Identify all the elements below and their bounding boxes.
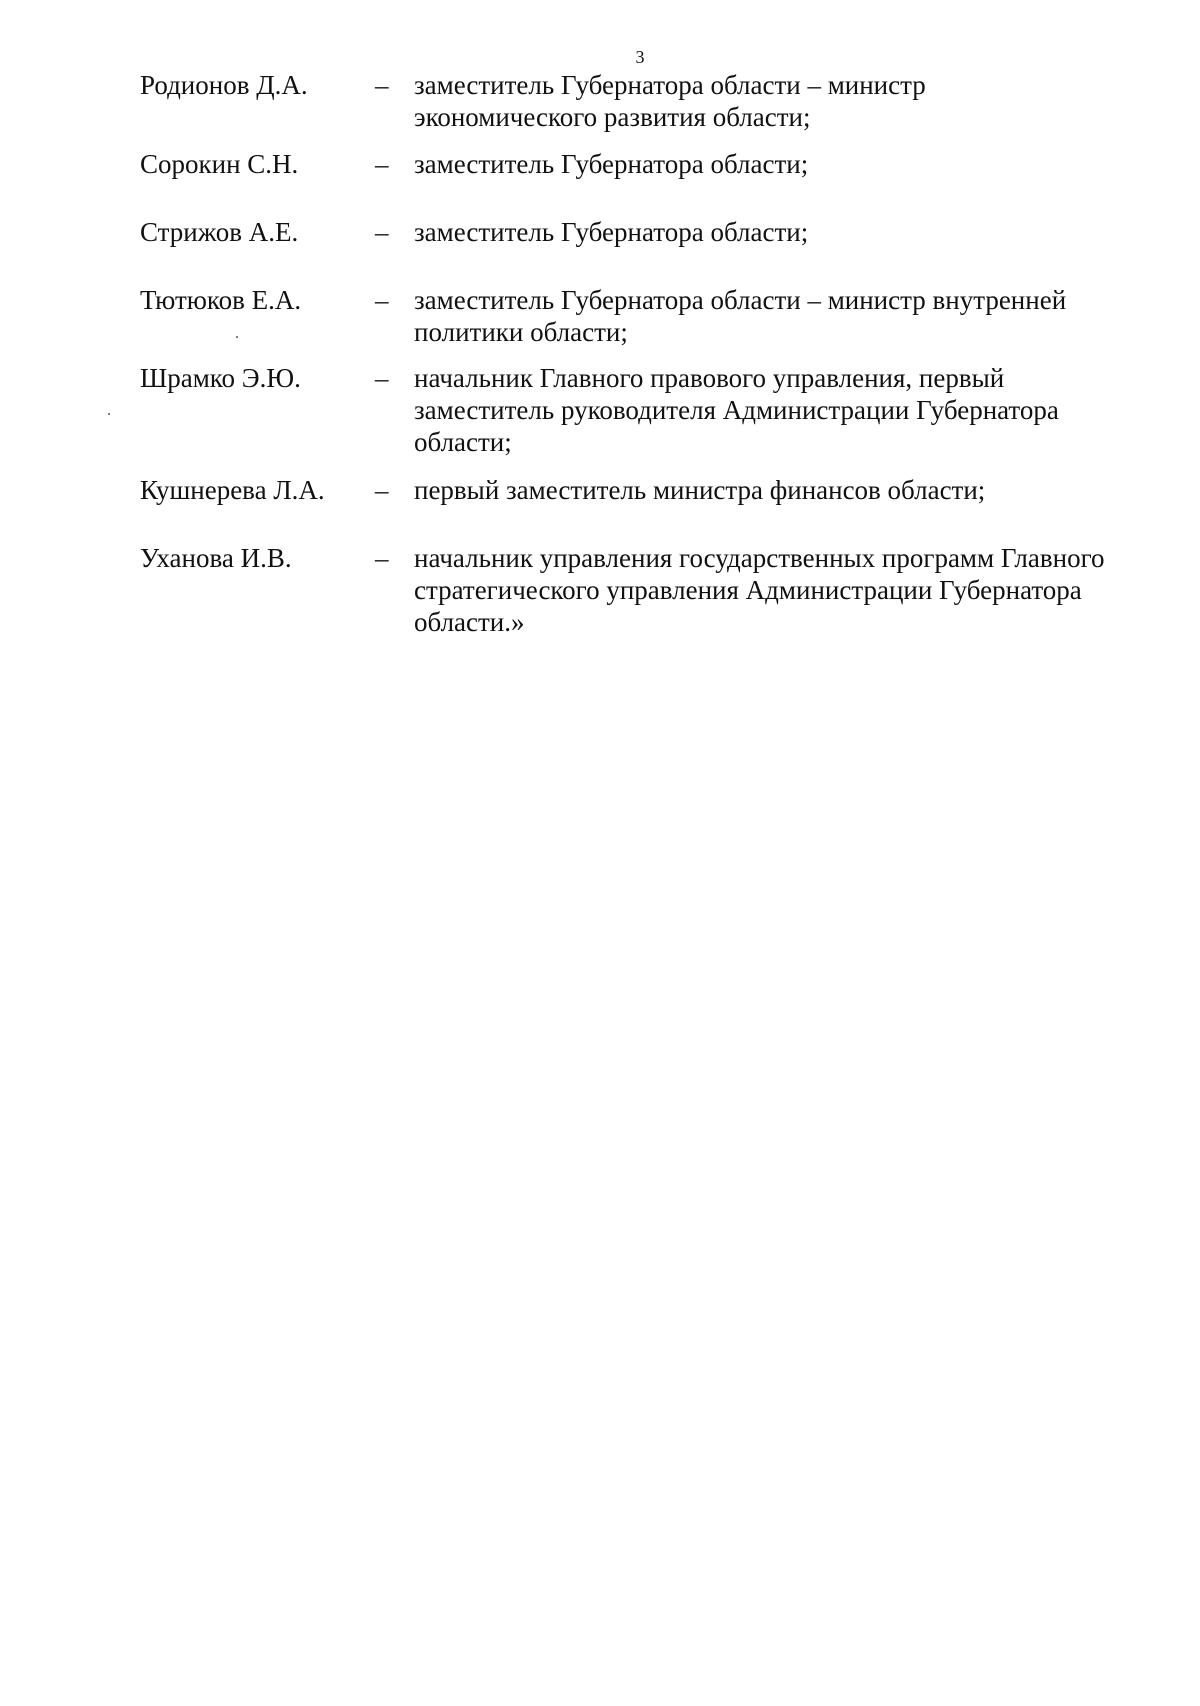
member-dash: –	[375, 217, 389, 247]
member-name: Шрамко Э.Ю.	[140, 363, 301, 393]
member-role: начальник управления государственных программ Главного стратегического управления Администрации Губернатора области.»	[414, 543, 1105, 637]
member-role: заместитель Губернатора области – министр внутренней политики области;	[414, 285, 1067, 347]
member-dash: –	[375, 363, 389, 393]
page-number: 3	[635, 47, 645, 67]
member-role: заместитель Губернатора области – министр экономического развития области;	[414, 70, 926, 132]
member-dash: –	[375, 149, 389, 179]
member-dash: –	[375, 285, 389, 315]
member-role: первый заместитель министра финансов области;	[414, 475, 986, 505]
member-name: Кушнерева Л.А.	[140, 475, 325, 505]
member-name: Родионов Д.А.	[140, 70, 308, 100]
member-dash: –	[375, 475, 389, 505]
member-role: заместитель Губернатора области;	[414, 217, 809, 247]
member-dash: –	[375, 543, 389, 573]
member-name: Тютюков Е.А.	[140, 285, 302, 315]
member-role: заместитель Губернатора области;	[414, 149, 809, 179]
member-name: Уханова И.В.	[140, 543, 292, 573]
scan-speck	[236, 336, 238, 338]
member-name: Стрижов А.Е.	[140, 217, 299, 247]
member-dash: –	[375, 70, 389, 100]
member-name: Сорокин С.Н.	[140, 149, 299, 179]
member-role: начальник Главного правового управления, первый заместитель руководителя Администрации Губернатора области;	[414, 363, 1059, 457]
scan-speck	[108, 413, 110, 415]
